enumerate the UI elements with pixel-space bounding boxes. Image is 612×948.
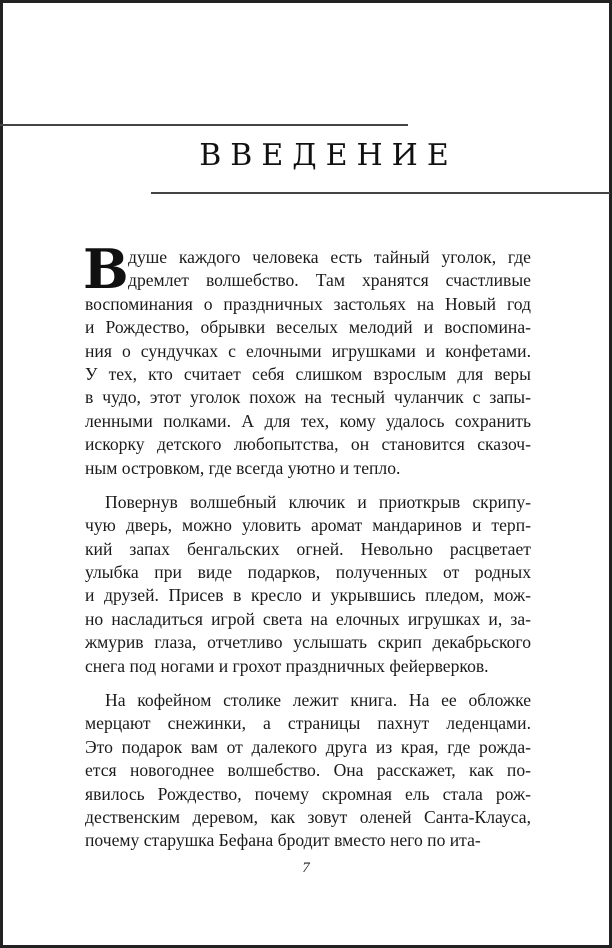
text-line: жмурив глаза, отчетливо услышать скрип декабрьского xyxy=(85,632,531,653)
text-line: На кофейном столике лежит книга. На ее обложке xyxy=(105,690,531,711)
paragraph xyxy=(83,237,531,480)
text-line: Это подарок вам от далекого друга из края, где рожда- xyxy=(85,736,531,757)
text-line: мерцают снежинки, а страницы пахнут леденцами. xyxy=(85,713,531,734)
text-line: У тех, кто считает себя слишком взрослым для веры xyxy=(85,363,531,384)
text-line: в чудо, этот уголок похож на тесный чуланчик с запы- xyxy=(85,387,531,408)
text-line: чую дверь, можно уловить аромат мандаринов и терп- xyxy=(85,515,531,536)
text-line: почему старушка Бефана бродит вместо него по ита- xyxy=(85,830,481,851)
text-line: душе каждого человека есть тайный уголок, где xyxy=(128,247,531,267)
text-line: улыбка при виде подарков, полученных от родных xyxy=(85,562,531,583)
text-line: явилось Рождество, почему скромная ель стала рож- xyxy=(85,783,531,804)
text-line: воспоминания о праздничных застольях на Новый год xyxy=(85,293,531,314)
text-line: ния о сундучках с елочными игрушками и конфетами. xyxy=(85,340,531,361)
text-line: снега под ногами и грохот праздничных фейерверков. xyxy=(85,655,489,676)
text-line: дественским деревом, как зовут оленей Санта-Клауса, xyxy=(85,806,531,827)
text-line: ленными полками. А для тех, кому удалось сохранить xyxy=(85,410,531,431)
text-line: и друзей. Присев в кресло и укрывшись пледом, мож- xyxy=(85,585,531,606)
paragraph xyxy=(85,689,531,853)
title-rule xyxy=(151,192,610,194)
text-line: и Рождество, обрывки веселых мелодий и воспомина- xyxy=(85,317,531,338)
page-number: 7 xyxy=(302,860,310,876)
drop-cap: В xyxy=(83,237,129,301)
paragraph xyxy=(85,491,531,678)
top-rule xyxy=(0,124,408,126)
body-text xyxy=(83,237,531,864)
text-line: Повернув волшебный ключик и приоткрыв скрипу- xyxy=(105,491,531,512)
chapter-title: ВВЕДЕНИЕ xyxy=(199,138,458,173)
text-line: кий запах бенгальских огней. Невольно расцветает xyxy=(85,538,531,559)
text-line: ным островком, где всегда уютно и тепло. xyxy=(85,457,401,478)
text-line: дремлет волшебство. Там хранятся счастливые xyxy=(128,270,531,291)
text-line: но насладиться игрой света на елочных игрушках и, за- xyxy=(85,608,531,629)
text-line: ется новогоднее волшебство. Она расскажет, как по- xyxy=(85,760,531,781)
text-line: искорку детского любопытства, он становится сказоч- xyxy=(85,434,531,455)
